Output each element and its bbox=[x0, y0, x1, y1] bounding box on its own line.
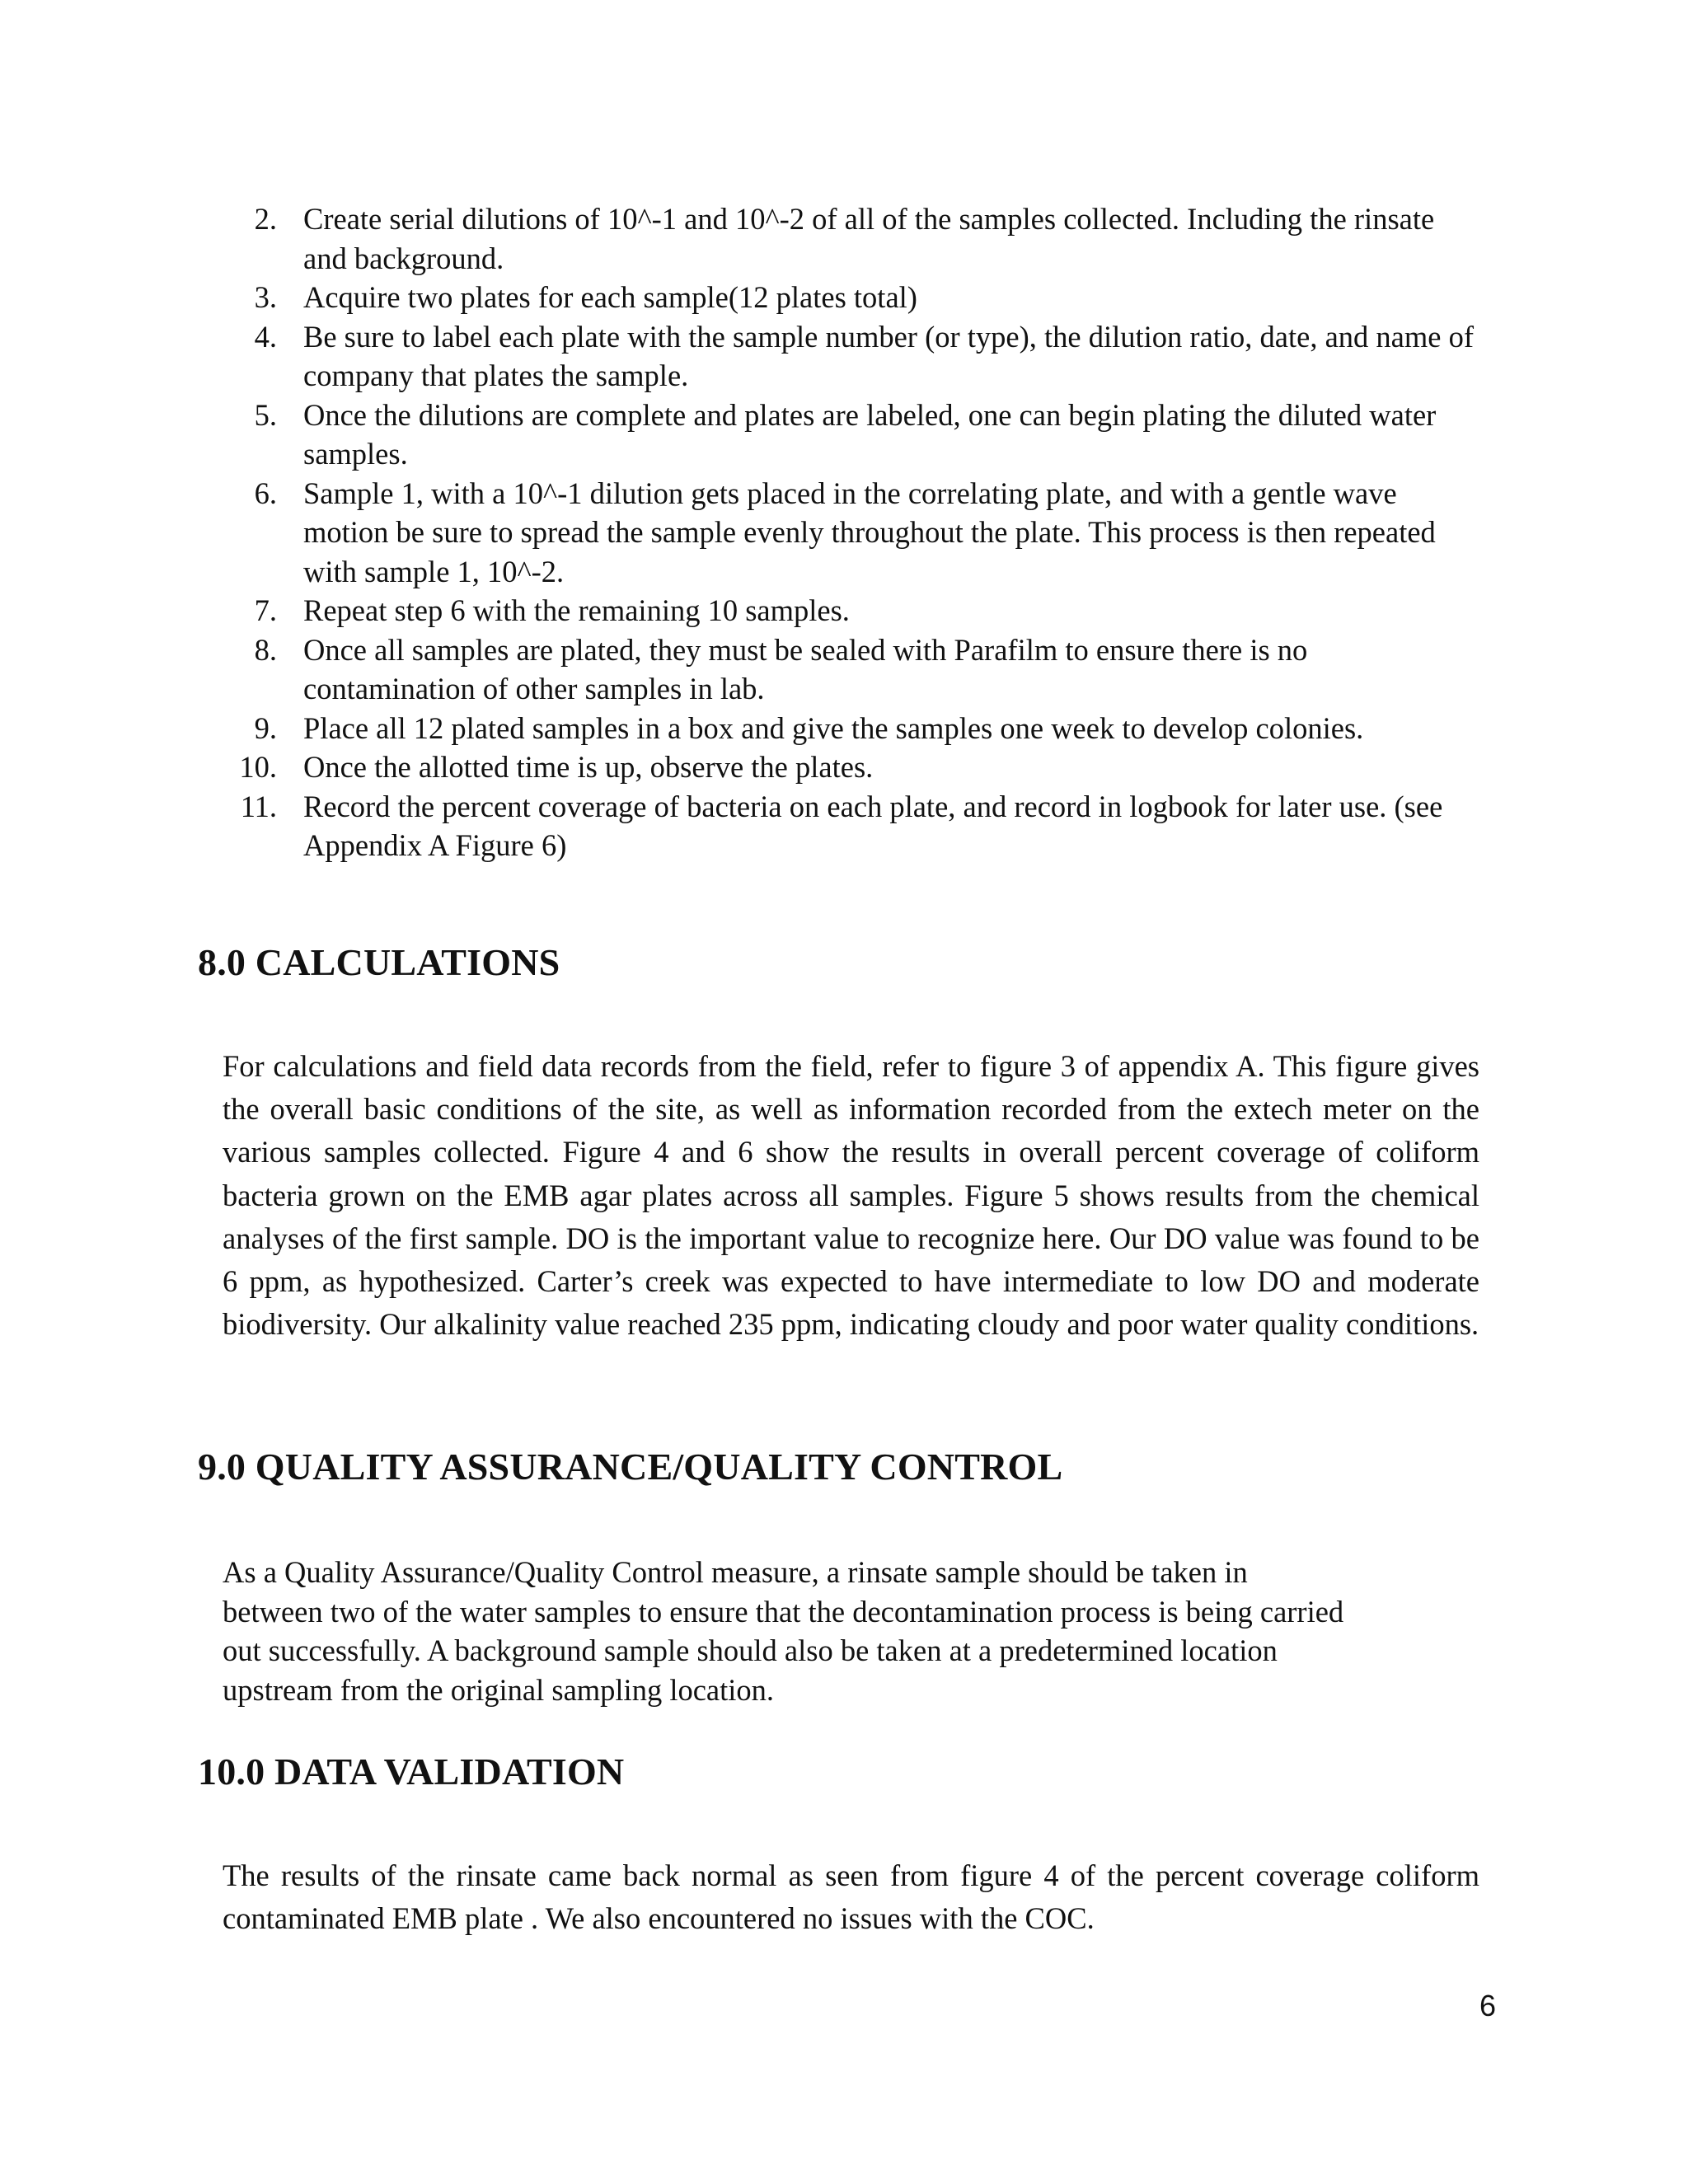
step-text: Acquire two plates for each sample(12 plates total) bbox=[303, 280, 917, 314]
procedure-step bbox=[231, 591, 1484, 630]
qa-qc-line: between two of the water samples to ensure that the decontamination process is being carried bbox=[223, 1594, 1344, 1629]
step-number: 6. bbox=[254, 476, 277, 510]
procedure-step bbox=[231, 474, 1484, 592]
calculations-paragraph: For calculations and field data records from the field, refer to figure 3 of appendix A. This figure gives the overall basic conditions of the site, as well as information recorded from the extech meter on the various samples collected. Figure 4 and 6 show the results in overall percent coverage of coliform bacteria grown on the EMB agar plates across all samples. Figure 5 shows results from the chemical analyses of the first sample. DO is the important value to recognize here. Our DO value was found to be 6 ppm, as hypothesized. Carter’s creek was expected to have intermediate to low DO and moderate biodiversity. Our alkalinity value reached 235 ppm, indicating cloudy and poor water quality conditions. bbox=[223, 1049, 1479, 1342]
procedure-step bbox=[231, 787, 1484, 865]
qa-qc-line: out successfully. A background sample should also be taken at a predetermined location bbox=[223, 1633, 1278, 1667]
step-text: Once all samples are plated, they must be sealed with Parafilm to ensure there is no contamination of other samples in lab. bbox=[303, 632, 1308, 705]
procedure-step bbox=[231, 278, 1484, 317]
step-number: 8. bbox=[254, 632, 277, 667]
procedure-step bbox=[231, 630, 1484, 709]
calculations-heading: 8.0 CALCULATIONS bbox=[198, 941, 560, 983]
procedure-step bbox=[231, 748, 1484, 787]
step-number: 4. bbox=[254, 319, 277, 354]
step-text: Be sure to label each plate with the sample number (or type), the dilution ratio, date, and name of company that plates the sample. bbox=[303, 319, 1474, 392]
procedure-step bbox=[231, 396, 1484, 474]
data-validation-heading: 10.0 DATA VALIDATION bbox=[198, 1750, 625, 1793]
step-text: Record the percent coverage of bacteria on each plate, and record in logbook for later use. (see Appendix A Figure 6) bbox=[303, 789, 1443, 862]
procedure-step bbox=[231, 199, 1484, 278]
step-number: 2. bbox=[254, 202, 277, 236]
procedure-steps-list bbox=[231, 199, 1484, 865]
page-number: 6 bbox=[1479, 1989, 1496, 2022]
data-validation-paragraph: The results of the rinsate came back normal as seen from figure 4 of the percent coverage coliform contaminated EMB plate . We also encountered no issues with the COC. bbox=[223, 1858, 1479, 1936]
qa-qc-paragraph bbox=[223, 1553, 1479, 1709]
procedure-step bbox=[231, 317, 1484, 396]
step-number: 11. bbox=[240, 789, 277, 823]
procedure-step bbox=[231, 709, 1484, 748]
step-text: Once the allotted time is up, observe the plates. bbox=[303, 750, 874, 784]
qa-qc-line: upstream from the original sampling location. bbox=[223, 1672, 775, 1707]
qa-qc-line: As a Quality Assurance/Quality Control measure, a rinsate sample should be taken in bbox=[223, 1555, 1248, 1589]
step-text: Place all 12 plated samples in a box and give the samples one week to develop colonies. bbox=[303, 710, 1364, 745]
step-number: 9. bbox=[254, 710, 277, 745]
step-number: 5. bbox=[254, 397, 277, 432]
step-text: Sample 1, with a 10^-1 dilution gets placed in the correlating plate, and with a gentle wave motion be sure to spread the sample evenly throughout the plate. This process is then repeated with sample 1, 10^-2. bbox=[303, 476, 1436, 588]
step-text: Repeat step 6 with the remaining 10 samples. bbox=[303, 593, 850, 627]
step-text: Once the dilutions are complete and plates are labeled, one can begin plating the diluted water samples. bbox=[303, 397, 1437, 471]
step-text: Create serial dilutions of 10^-1 and 10^-2 of all of the samples collected. Including the rinsate and background. bbox=[303, 202, 1435, 275]
step-number: 7. bbox=[254, 593, 277, 627]
step-number: 3. bbox=[254, 280, 277, 314]
qa-qc-heading: 9.0 QUALITY ASSURANCE/QUALITY CONTROL bbox=[198, 1446, 1063, 1488]
step-number: 10. bbox=[239, 750, 277, 784]
